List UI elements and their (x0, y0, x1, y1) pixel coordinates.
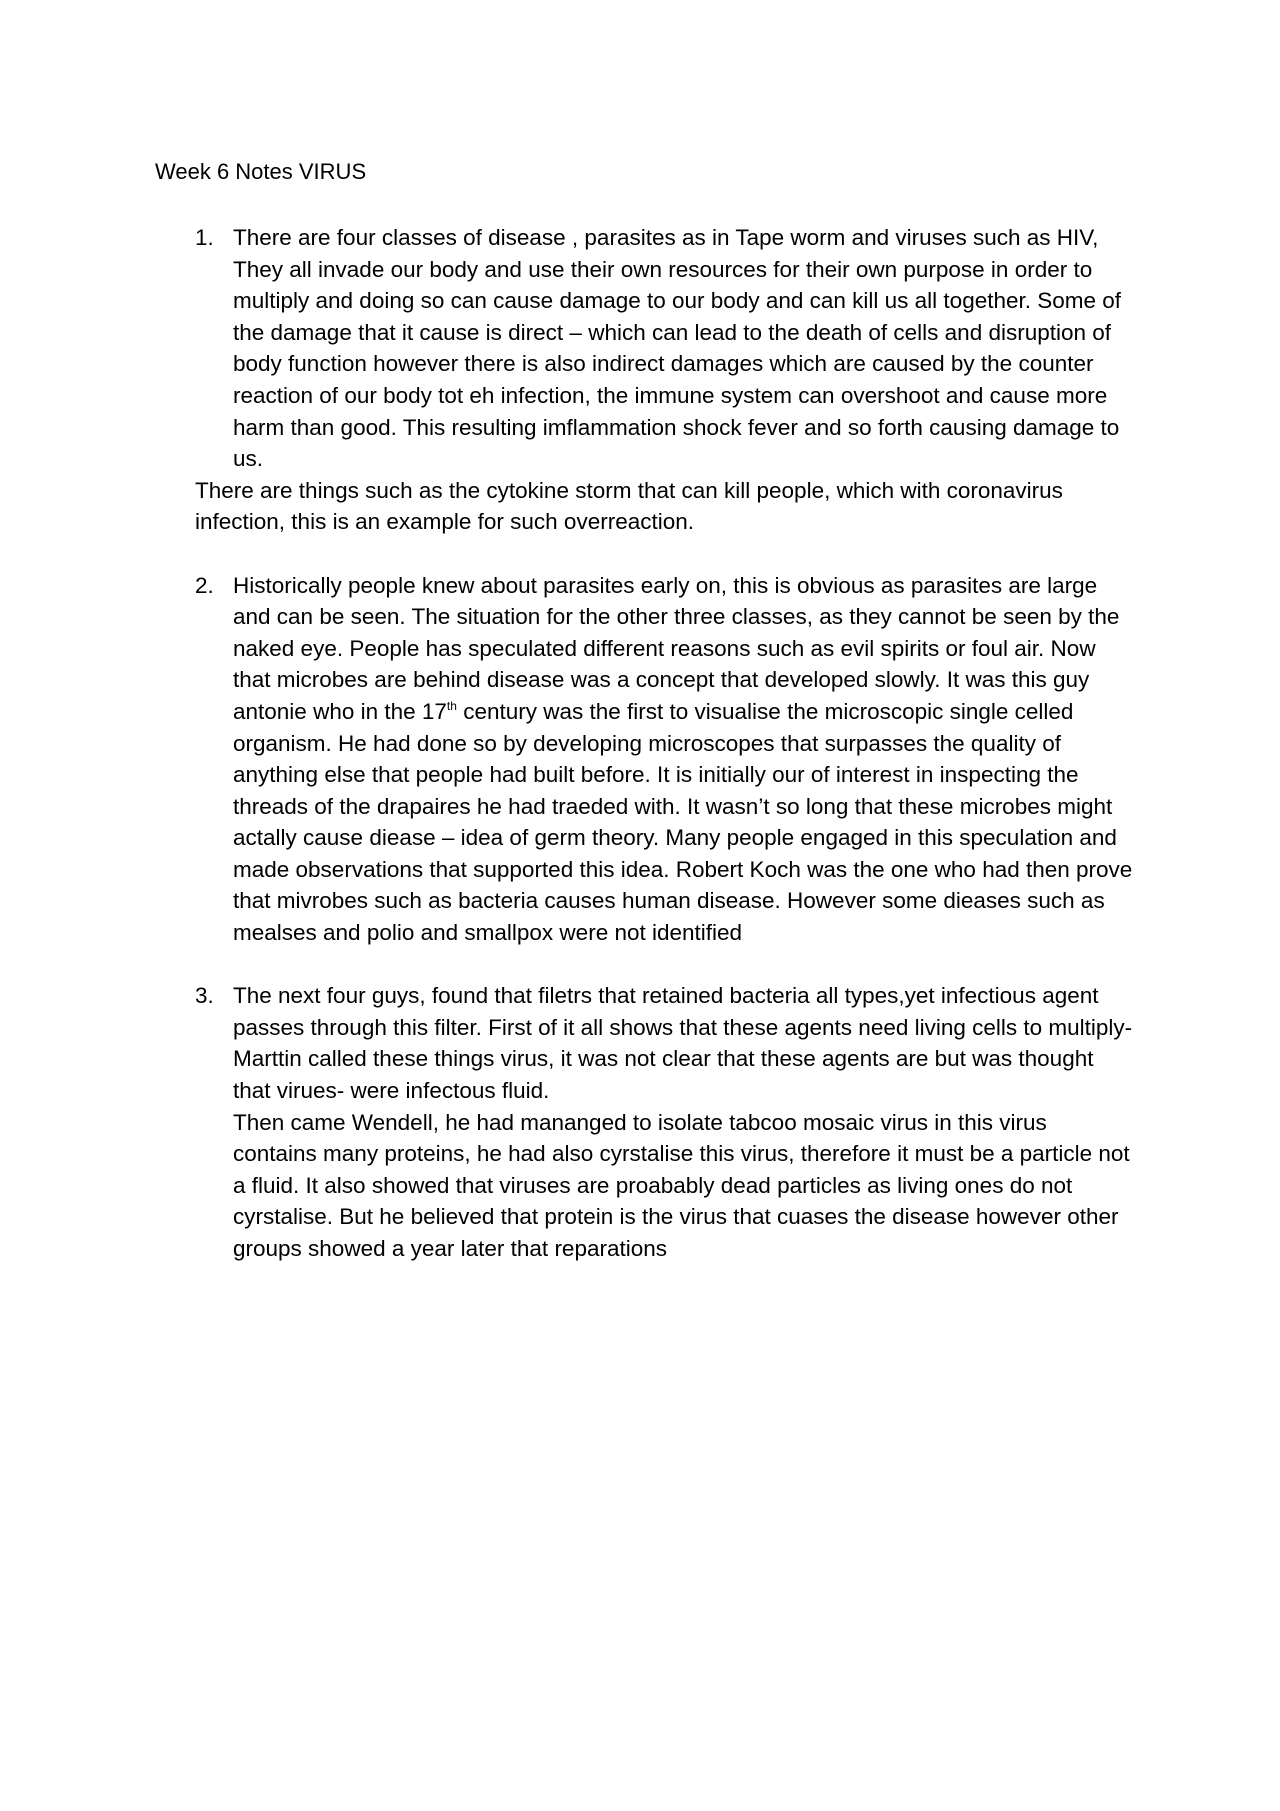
note-text-1: There are four classes of disease , parasites as in Tape worm and viruses such as HIV, They all invade our body and use their own resources for their own purpose in order to multiply and doing so can cause damage to our body and can kill us all together. Some of the damage that it cause is direct – which can lead to the death of cells and disruption of body function however there is also indirect damages which are caused by the counter reaction of our body tot eh infection, the immune system can overshoot and cause more harm than good. This resulting imflammation shock fever and so forth causing damage to us. (233, 225, 1122, 472)
note-text-3-paragraph-1: The next four guys, found that filetrs that retained bacteria all types,yet infectious agent passes through this filter. First of it all shows that these agents need living cells to multiply- Marttin called these things virus, it was not clear that these agents are but was thought that virues- were infectous fluid. (233, 983, 1133, 1104)
note-number-2: 2. (195, 572, 214, 598)
paragraph-spacer (195, 949, 1135, 981)
note-item-2 (195, 570, 1135, 949)
note-text-2-part-1: Historically people knew about parasites early on, this is obvious as parasites are large and can be seen. The situation for the other three classes, as they cannot be seen by the naked eye. People has speculated different reasons such as evil spirits or foul air. Now that microbes are behind disease was a concept that developed slowly. It was this guy antonie who in the 17 (233, 572, 1120, 724)
note-number-1: 1. (195, 225, 214, 250)
note-text-2-part-2: century was the first to visualise the microscopic single celled organism. He had done so by developing microscopes that surpasses the quality of anything else that people had built before. It is initially our of interest in inspecting the threads of the drapaires he had traeded with. It wasn’t so long that these microbes might actally cause diease – idea of germ theory. Many people engaged in this speculation and made observations that supported this idea. Robert Koch was the one who had then prove that mivrobes such as bacteria causes human disease. However some dieases such as mealses and polio and smallpox were not identified (233, 698, 1133, 946)
note-continuation-1: There are things such as the cytokine storm that can kill people, which with coronavirus infection, this is an example for such overreaction. (195, 477, 1063, 535)
note-text-2 (233, 570, 1135, 949)
paragraph-spacer (195, 538, 1135, 570)
page-title: Week 6 Notes VIRUS (155, 159, 367, 184)
note-item-3 (195, 980, 1135, 1264)
ordinal-superscript: th (446, 698, 457, 713)
notes-list (195, 222, 1135, 1265)
note-item-1 (195, 222, 1135, 475)
note-text-3-paragraph-2: Then came Wendell, he had mananged to isolate tabcoo mosaic virus in this virus contains many proteins, he had also cyrstalise this virus, therefore it must be a particle not a fluid. It also showed that viruses are proabably dead particles as living ones do not cyrstalise. But he believed that protein is the virus that cuases the disease however other groups showed a year later that reparations (233, 1109, 1130, 1261)
note-number-3: 3. (195, 983, 214, 1009)
